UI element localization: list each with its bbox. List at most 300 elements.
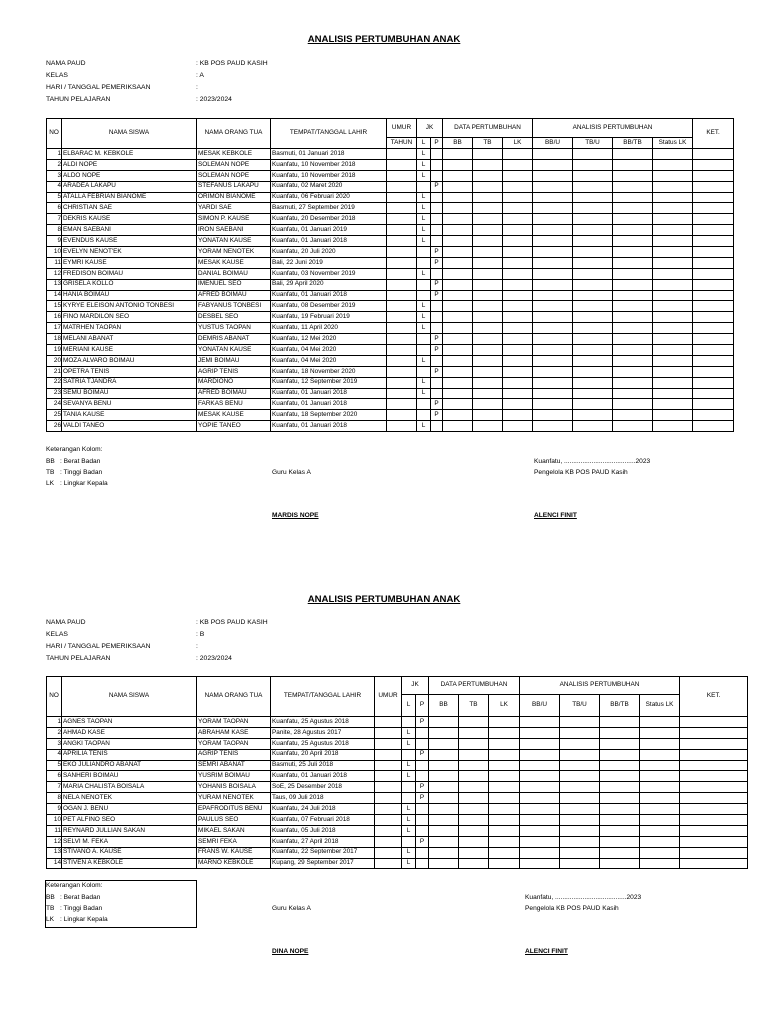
row-number: 6 xyxy=(47,771,62,782)
status-lk-cell xyxy=(640,727,680,738)
parent-name: EPAFRODITUS BENU xyxy=(197,804,271,815)
birth-place-date: Kuanfatu, 01 Januari 2018 xyxy=(271,421,387,432)
parent-name: YARDI SAE xyxy=(197,203,271,214)
tb-cell xyxy=(459,738,489,749)
student-name: KYRYE ELEISON ANTONIO TONBESI xyxy=(62,301,197,312)
birth-place-date: Bali, 22 Juni 2019 xyxy=(271,257,387,268)
gender-p-cell: P xyxy=(431,181,443,192)
age-cell xyxy=(375,760,402,771)
row-number: 14 xyxy=(47,290,62,301)
header-bb-tb: BB/TB xyxy=(600,695,640,717)
parent-name: AGRIP TENIS xyxy=(197,749,271,760)
birth-place-date: Kuanfatu, 12 September 2019 xyxy=(271,377,387,388)
parent-name: AFRED BOIMAU xyxy=(197,388,271,399)
birth-place-date: Kuanfatu, 19 Februari 2019 xyxy=(271,312,387,323)
bb-u-cell xyxy=(520,804,560,815)
birth-place-date: Kuanfatu, 25 Agustus 2018 xyxy=(271,717,375,728)
tb-u-cell xyxy=(560,804,600,815)
birth-place-date: Kuanfatu, 18 September 2020 xyxy=(271,410,387,421)
tb-u-cell xyxy=(560,782,600,793)
ket-cell xyxy=(680,727,748,738)
status-lk-cell xyxy=(640,717,680,728)
gender-p-cell xyxy=(416,760,429,771)
gender-p-cell: P xyxy=(416,717,429,728)
birth-place-date: Kuanfatu, 20 Juli 2020 xyxy=(271,247,387,258)
birth-place-date: Kuanfatu, 20 Desember 2018 xyxy=(271,214,387,225)
ket-cell xyxy=(680,836,748,847)
header-data-pertumbuhan: DATA PERTUMBUHAN xyxy=(443,119,533,138)
student-name: OPETRA TENIS xyxy=(62,366,197,377)
bb-tb-cell xyxy=(600,738,640,749)
status-lk-cell xyxy=(640,825,680,836)
student-name: GRISELA KOLLO xyxy=(62,279,197,290)
table-row xyxy=(47,760,748,771)
row-number: 10 xyxy=(47,815,62,826)
gender-p-cell: P xyxy=(431,257,443,268)
birth-place-date: Kuanfatu, 11 April 2020 xyxy=(271,323,387,334)
student-name: ANGKI TAOPAN xyxy=(62,738,197,749)
tb-cell xyxy=(459,717,489,728)
student-name: STIVEN A KEBKOLE xyxy=(62,858,197,869)
gender-p-cell xyxy=(416,771,429,782)
parent-name: SEMRI FEKA xyxy=(197,836,271,847)
gender-l-cell: L xyxy=(417,312,431,323)
table-row xyxy=(47,717,748,728)
birth-place-date: Kuanfatu, 01 Januari 2018 xyxy=(271,236,387,247)
row-number: 7 xyxy=(47,214,62,225)
lk-cell xyxy=(489,804,520,815)
lk-cell xyxy=(489,836,520,847)
header-bb: BB xyxy=(443,138,473,149)
info-label-kelas: KELAS xyxy=(46,72,68,79)
parent-name: MARNO KEBKOLE xyxy=(197,858,271,869)
status-lk-cell xyxy=(640,760,680,771)
ket-cell xyxy=(680,738,748,749)
header-tempat-tanggal-lahir: TEMPAT/TANGGAL LAHIR xyxy=(271,119,387,149)
legend-code-tb: TB xyxy=(46,905,55,912)
tb-u-cell xyxy=(560,836,600,847)
row-number: 12 xyxy=(47,836,62,847)
header-bb: BB xyxy=(429,695,459,717)
header-tb: TB xyxy=(473,138,503,149)
gender-p-cell: P xyxy=(416,749,429,760)
birth-place-date: Kuanfatu, 10 November 2018 xyxy=(271,159,387,170)
birth-place-date: Kuanfatu, 01 Januari 2018 xyxy=(271,399,387,410)
age-cell xyxy=(375,858,402,869)
signature-pengelola-name: ALENCI FINIT xyxy=(525,948,568,955)
student-name: EYMRI KAUSE xyxy=(62,257,197,268)
bb-tb-cell xyxy=(600,825,640,836)
legend-desc-tb: : Tinggi Badan xyxy=(60,469,103,476)
bb-u-cell xyxy=(520,771,560,782)
bb-u-cell xyxy=(520,836,560,847)
age-cell xyxy=(375,727,402,738)
student-name: SANHERI BOIMAU xyxy=(62,771,197,782)
growth-table-b xyxy=(46,676,748,869)
student-name: EKO JULIANDRO ABANAT xyxy=(62,760,197,771)
signature-guru-role: Guru Kelas A xyxy=(272,905,311,912)
tb-u-cell xyxy=(560,793,600,804)
signature-pengelola-name: ALENCI FINIT xyxy=(534,512,577,519)
info-value-tanggal: : xyxy=(196,643,198,650)
parent-name: SOLEMAN NOPE xyxy=(197,159,271,170)
parent-name: JEMI BOIMAU xyxy=(197,355,271,366)
signature-place-date: Kuanfatu, .......................................2023 xyxy=(525,894,642,901)
row-number: 14 xyxy=(47,858,62,869)
bb-tb-cell xyxy=(600,749,640,760)
parent-name: YOPIE TANEO xyxy=(197,421,271,432)
status-lk-cell xyxy=(640,738,680,749)
header-analisis-pertumbuhan: ANALISIS PERTUMBUHAN xyxy=(533,119,693,138)
gender-l-cell: L xyxy=(417,377,431,388)
birth-place-date: Kuanfatu, 24 Juli 2018 xyxy=(271,804,375,815)
info-label-tanggal: HARI / TANGGAL PEMERIKSAAN xyxy=(46,84,151,91)
age-cell xyxy=(375,836,402,847)
parent-name: AGRIP TENIS xyxy=(197,366,271,377)
tb-u-cell xyxy=(560,738,600,749)
student-name: FINO MARDILON SEO xyxy=(62,312,197,323)
student-name: HANIA BOIMAU xyxy=(62,290,197,301)
birth-place-date: Kuanfatu, 25 Agustus 2018 xyxy=(271,738,375,749)
parent-name: YORAM TAOPAN xyxy=(197,738,271,749)
gender-p-cell xyxy=(416,858,429,869)
lk-cell xyxy=(489,749,520,760)
parent-name: PAULUS SEO xyxy=(197,815,271,826)
info-value-nama-paud: : KB POS PAUD KASIH xyxy=(196,60,268,67)
legend-title: Keterangan Kolom: xyxy=(46,882,103,889)
tb-cell xyxy=(459,760,489,771)
birth-place-date: Kuanfatu, 01 Januari 2018 xyxy=(271,388,387,399)
legend-desc-lk: : Lingkar Kepala xyxy=(60,480,108,487)
legend-code-bb: BB xyxy=(46,458,55,465)
parent-name: YOHANIS BOISALA xyxy=(197,782,271,793)
birth-place-date: Bali, 29 April 2020 xyxy=(271,279,387,290)
bb-cell xyxy=(429,825,459,836)
ket-cell xyxy=(680,760,748,771)
parent-name: YONATAN KAUSE xyxy=(197,236,271,247)
student-name: NELA NENOTEK xyxy=(62,793,197,804)
header-no: NO xyxy=(47,677,62,717)
header-jk-l: L xyxy=(417,138,431,149)
row-number: 11 xyxy=(47,825,62,836)
table-row xyxy=(47,738,748,749)
header-bb-u: BB/U xyxy=(520,695,560,717)
header-umur: UMUR xyxy=(375,677,402,717)
birth-place-date: Kuanfatu, 01 Januari 2018 xyxy=(271,290,387,301)
row-number: 6 xyxy=(47,203,62,214)
ket-cell xyxy=(680,749,748,760)
parent-name: DESBEL SEO xyxy=(197,312,271,323)
age-cell xyxy=(375,771,402,782)
status-lk-cell xyxy=(640,793,680,804)
parent-name: YONATAN KAUSE xyxy=(197,345,271,356)
header-tb: TB xyxy=(459,695,489,717)
student-name: EMAN SAEBANI xyxy=(62,225,197,236)
row-number: 4 xyxy=(47,749,62,760)
bb-u-cell xyxy=(520,749,560,760)
gender-p-cell xyxy=(416,825,429,836)
student-name: SATRIA TJANDRA xyxy=(62,377,197,388)
student-name: APRILIA TENIS xyxy=(62,749,197,760)
ket-cell xyxy=(680,793,748,804)
student-name: SEMU BOIMAU xyxy=(62,388,197,399)
row-number: 3 xyxy=(47,170,62,181)
signature-pengelola-role: Pengelola KB POS PAUD Kasih xyxy=(534,469,628,476)
student-name: PET ALFINO SEO xyxy=(62,815,197,826)
info-label-nama-paud: NAMA PAUD xyxy=(46,60,86,67)
row-number: 1 xyxy=(47,149,62,160)
student-name: ELBARAC M. KEBKOLE xyxy=(62,149,197,160)
info-value-nama-paud: : KB POS PAUD KASIH xyxy=(196,619,268,626)
birth-place-date: Kuanfatu, 22 September 2017 xyxy=(271,847,375,858)
gender-l-cell: L xyxy=(417,225,431,236)
header-jk: JK xyxy=(402,677,429,695)
ket-cell xyxy=(680,717,748,728)
gender-p-cell: P xyxy=(416,836,429,847)
parent-name: FARKAS BENU xyxy=(197,399,271,410)
age-cell xyxy=(375,815,402,826)
lk-cell xyxy=(489,771,520,782)
bb-u-cell xyxy=(520,738,560,749)
parent-name: SEMRI ABANAT xyxy=(197,760,271,771)
ket-cell xyxy=(680,847,748,858)
header-tempat-tanggal-lahir: TEMPAT/TANGGAL LAHIR xyxy=(271,677,375,717)
row-number: 13 xyxy=(47,279,62,290)
gender-l-cell xyxy=(402,749,416,760)
gender-p-cell: P xyxy=(416,793,429,804)
signature-guru-name: MARDIS NOPE xyxy=(272,512,319,519)
parent-name: YURAM NENOTEK xyxy=(197,793,271,804)
bb-tb-cell xyxy=(600,717,640,728)
row-number: 5 xyxy=(47,192,62,203)
status-lk-cell xyxy=(640,847,680,858)
legend-code-lk: LK xyxy=(46,916,55,923)
gender-l-cell: L xyxy=(417,159,431,170)
tb-cell xyxy=(459,858,489,869)
row-number: 15 xyxy=(47,301,62,312)
gender-p-cell xyxy=(416,727,429,738)
tb-cell xyxy=(459,793,489,804)
student-name: ATALLA FEBRIAN BIANOME xyxy=(62,192,197,203)
header-bb-tb: BB/TB xyxy=(613,138,653,149)
birth-place-date: Kupang, 29 September 2017 xyxy=(271,858,375,869)
age-cell xyxy=(375,804,402,815)
gender-p-cell: P xyxy=(431,334,443,345)
age-cell xyxy=(375,847,402,858)
student-name: ARADEA LAKAPU xyxy=(62,181,197,192)
bb-u-cell xyxy=(520,717,560,728)
legend-desc-bb: : Berat Badan xyxy=(60,894,101,901)
bb-u-cell xyxy=(520,825,560,836)
gender-l-cell: L xyxy=(402,727,416,738)
gender-l-cell: L xyxy=(417,192,431,203)
parent-name: YUSTUS TAOPAN xyxy=(197,323,271,334)
parent-name: ABRAHAM KASE xyxy=(197,727,271,738)
student-name: MOZA ALVARO BOIMAU xyxy=(62,355,197,366)
table-row xyxy=(47,836,748,847)
bb-cell xyxy=(429,738,459,749)
birth-place-date: Kuanfatu, 03 November 2019 xyxy=(271,268,387,279)
tb-cell xyxy=(459,825,489,836)
row-number: 8 xyxy=(47,225,62,236)
header-umur: UMUR xyxy=(387,119,417,138)
gender-l-cell: L xyxy=(417,301,431,312)
age-cell xyxy=(375,749,402,760)
parent-name: YORAM NENOTEK xyxy=(197,247,271,258)
bb-cell xyxy=(429,771,459,782)
tb-cell xyxy=(459,847,489,858)
table-row xyxy=(47,793,748,804)
signature-guru-role: Guru Kelas A xyxy=(272,469,311,476)
lk-cell xyxy=(489,782,520,793)
gender-p-cell: P xyxy=(431,345,443,356)
row-number: 7 xyxy=(47,782,62,793)
student-name: AGNES TAOPAN xyxy=(62,717,197,728)
header-umur-tahun: TAHUN xyxy=(387,138,417,149)
birth-place-date: Kuanfatu, 12 Mei 2020 xyxy=(271,334,387,345)
tb-cell xyxy=(459,749,489,760)
birth-place-date: Kuanfatu, 06 Februari 2020 xyxy=(271,192,387,203)
birth-place-date: Taus, 09 Juli 2018 xyxy=(271,793,375,804)
info-label-tanggal: HARI / TANGGAL PEMERIKSAAN xyxy=(46,643,151,650)
bb-tb-cell xyxy=(600,804,640,815)
bb-u-cell xyxy=(520,815,560,826)
parent-name: SOLEMAN NOPE xyxy=(197,170,271,181)
bb-tb-cell xyxy=(600,793,640,804)
row-number: 10 xyxy=(47,247,62,258)
row-number: 19 xyxy=(47,345,62,356)
bb-cell xyxy=(429,804,459,815)
ket-cell xyxy=(680,825,748,836)
report-title: ANALISIS PERTUMBUHAN ANAK xyxy=(307,594,461,605)
gender-p-cell xyxy=(416,738,429,749)
gender-l-cell: L xyxy=(402,858,416,869)
row-number: 22 xyxy=(47,377,62,388)
row-number: 21 xyxy=(47,366,62,377)
birth-place-date: Kuanfatu, 08 Desember 2019 xyxy=(271,301,387,312)
parent-name: SIMON P. KAUSE xyxy=(197,214,271,225)
table-row xyxy=(47,825,748,836)
legend-title: Keterangan Kolom: xyxy=(46,446,103,453)
gender-l-cell: L xyxy=(402,738,416,749)
table-row xyxy=(47,858,748,869)
birth-place-date: Kuanfatu, 01 Januari 2018 xyxy=(271,771,375,782)
gender-l-cell: L xyxy=(417,323,431,334)
bb-cell xyxy=(429,760,459,771)
lk-cell xyxy=(489,793,520,804)
bb-tb-cell xyxy=(600,760,640,771)
row-number: 8 xyxy=(47,793,62,804)
gender-l-cell xyxy=(402,793,416,804)
lk-cell xyxy=(489,847,520,858)
gender-p-cell: P xyxy=(431,366,443,377)
header-tb-u: TB/U xyxy=(573,138,613,149)
student-name: DEKRIS KAUSE xyxy=(62,214,197,225)
bb-cell xyxy=(429,749,459,760)
report-title: ANALISIS PERTUMBUHAN ANAK xyxy=(307,34,461,45)
header-no: NO xyxy=(47,119,62,149)
bb-tb-cell xyxy=(600,836,640,847)
parent-name: MESAK KAUSE xyxy=(197,410,271,421)
gender-l-cell: L xyxy=(417,214,431,225)
gender-p-cell xyxy=(416,804,429,815)
parent-name: DANIAL BOIMAU xyxy=(197,268,271,279)
parent-name: YORAM TAOPAN xyxy=(197,717,271,728)
gender-l-cell: L xyxy=(417,355,431,366)
gender-p-cell: P xyxy=(431,290,443,301)
gender-l-cell: L xyxy=(417,268,431,279)
header-jk-l: L xyxy=(402,695,416,717)
bb-cell xyxy=(429,815,459,826)
birth-place-date: Basmuti, 25 Juli 2018 xyxy=(271,760,375,771)
row-number: 1 xyxy=(47,717,62,728)
table-row xyxy=(47,847,748,858)
birth-place-date: Kuanfatu, 05 Juli 2018 xyxy=(271,825,375,836)
header-jk-p: P xyxy=(416,695,429,717)
bb-u-cell xyxy=(520,847,560,858)
tb-u-cell xyxy=(560,815,600,826)
row-number: 9 xyxy=(47,236,62,247)
ket-cell xyxy=(680,782,748,793)
row-number: 4 xyxy=(47,181,62,192)
gender-l-cell: L xyxy=(417,421,431,432)
lk-cell xyxy=(489,815,520,826)
info-label-tahun: TAHUN PELAJARAN xyxy=(46,655,111,662)
tb-u-cell xyxy=(560,760,600,771)
lk-cell xyxy=(489,760,520,771)
status-lk-cell xyxy=(640,858,680,869)
parent-name: MIKAEL SAKAN xyxy=(197,825,271,836)
bb-cell xyxy=(429,858,459,869)
student-name: EVELYN NENOT'EK xyxy=(62,247,197,258)
parent-name: IRON SAEBANI xyxy=(197,225,271,236)
student-name: MARIA CHALISTA BOISALA xyxy=(62,782,197,793)
gender-l-cell: L xyxy=(402,771,416,782)
status-lk-cell xyxy=(640,836,680,847)
lk-cell xyxy=(489,825,520,836)
table-row xyxy=(47,771,748,782)
student-name: CHRISTIAN SAE xyxy=(62,203,197,214)
row-number: 17 xyxy=(47,323,62,334)
header-nama-orang-tua: NAMA ORANG TUA xyxy=(197,677,271,717)
student-name: STIVANO A. KAUSE xyxy=(62,847,197,858)
age-cell xyxy=(375,738,402,749)
birth-place-date: Kuanfatu, 04 Mei 2020 xyxy=(271,345,387,356)
tb-u-cell xyxy=(560,749,600,760)
bb-cell xyxy=(429,847,459,858)
age-cell xyxy=(375,825,402,836)
status-lk-cell xyxy=(640,804,680,815)
age-cell xyxy=(375,717,402,728)
parent-name: DEMRIS ABANAT xyxy=(197,334,271,345)
parent-name: FRANS W. KAUSE xyxy=(197,847,271,858)
birth-place-date: Kuanfatu, 04 Mei 2020 xyxy=(271,355,387,366)
row-number: 18 xyxy=(47,334,62,345)
header-bb-u: BB/U xyxy=(533,138,573,149)
birth-place-date: Kuanfatu, 07 Februari 2018 xyxy=(271,815,375,826)
legend-desc-tb: : Tinggi Badan xyxy=(60,905,103,912)
status-lk-cell xyxy=(640,749,680,760)
parent-name: ORIMON BIANOME xyxy=(197,192,271,203)
gender-l-cell: L xyxy=(402,825,416,836)
table-row xyxy=(47,804,748,815)
student-name: TANIA KAUSE xyxy=(62,410,197,421)
gender-p-cell xyxy=(416,847,429,858)
row-number: 2 xyxy=(47,727,62,738)
birth-place-date: Kuanfatu, 27 April 2018 xyxy=(271,836,375,847)
tb-cell xyxy=(459,815,489,826)
tb-cell xyxy=(459,782,489,793)
